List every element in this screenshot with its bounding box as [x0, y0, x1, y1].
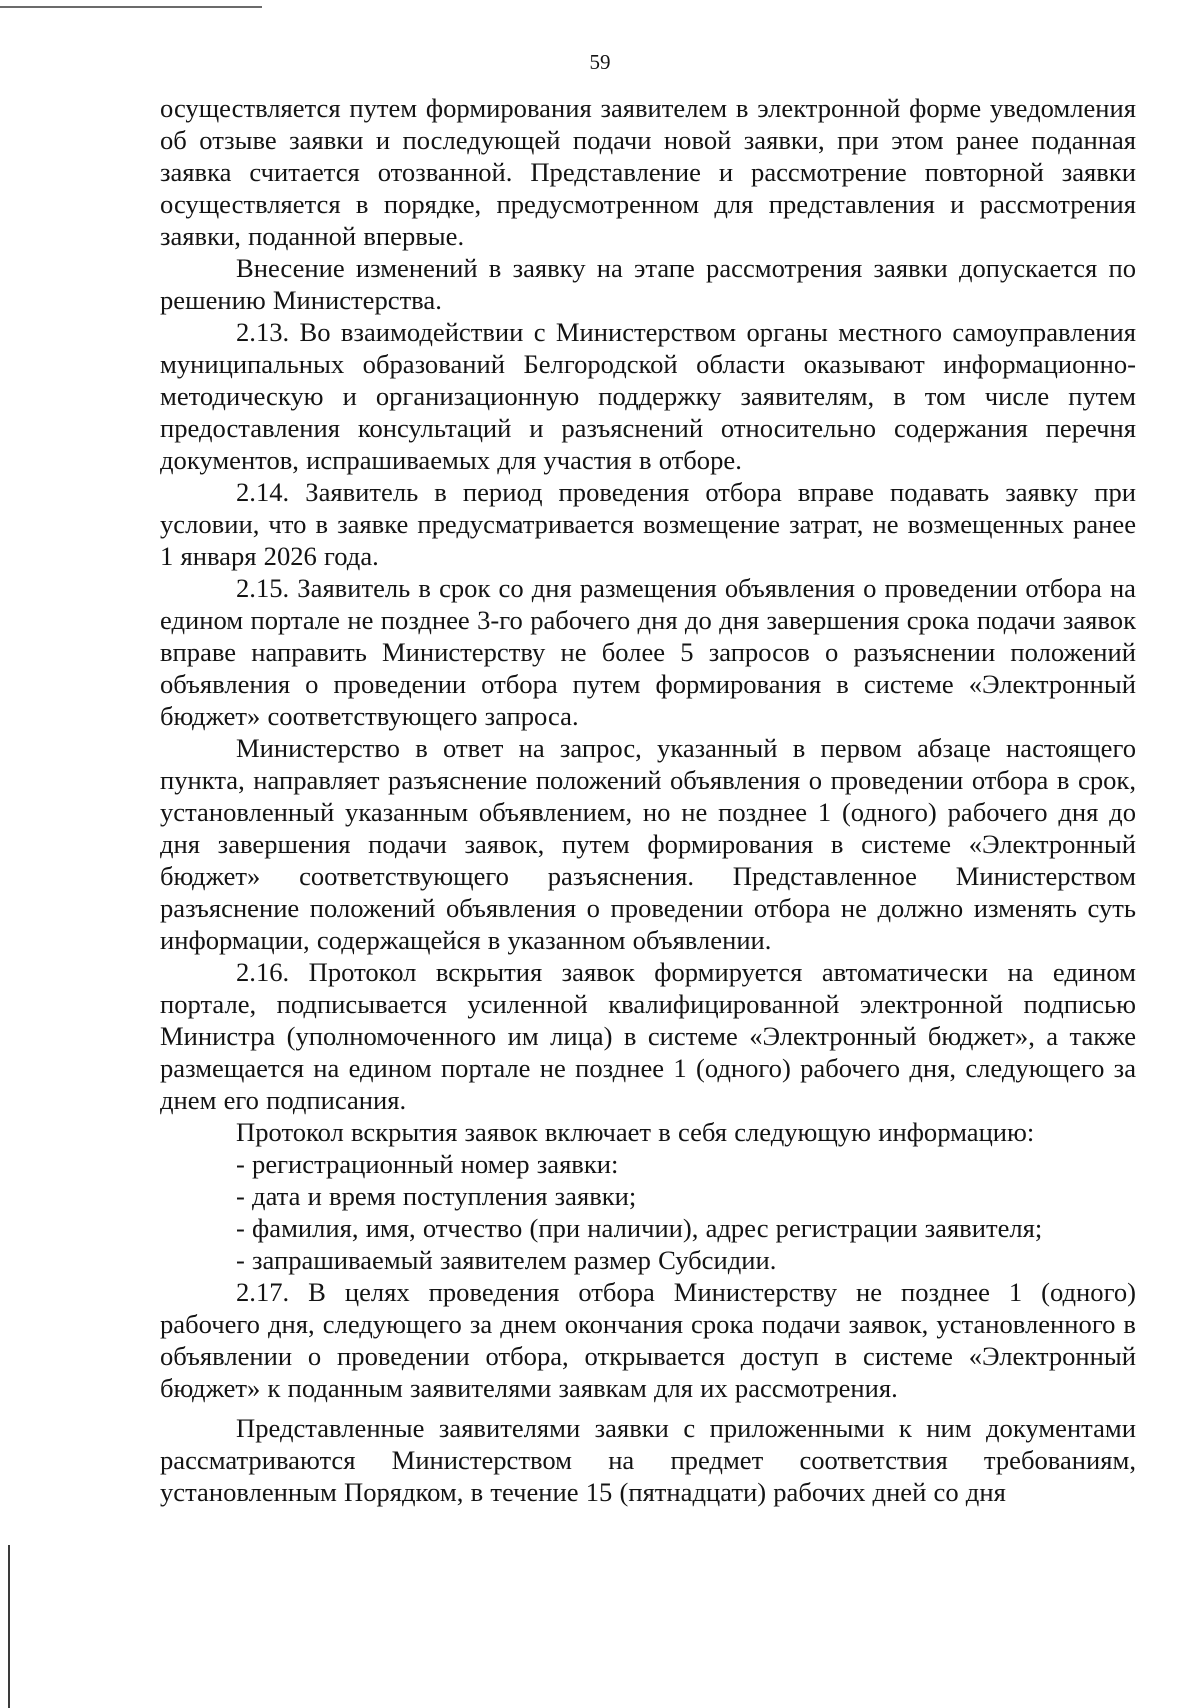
paragraph: Представленные заявителями заявки с приложенными к ним документами рассматриваются Министерством на предмет соответствия требованиям, установленным Порядком, в течение 15 (пятнадцати) рабочих дней со дня: [160, 1413, 1136, 1507]
paragraph: Внесение изменений в заявку на этапе рассмотрения заявки допускается по решению Министерства.: [160, 253, 1136, 315]
paragraph-2-16: 2.16. Протокол вскрытия заявок формируется автоматически на едином портале, подписывается усиленной квалифицированной электронной подписью Министра (уполномоченного им лица) в системе «Электронный бюджет», а также размещается на едином портале не позднее 1 (одного) рабочего дня, следующего за днем его подписания.: [160, 957, 1136, 1115]
paragraph-continuation: осуществляется путем формирования заявителем в электронной форме уведомления об отзыве заявки и последующей подачи новой заявки, при этом ранее поданная заявка считается отозванной. Представление и рассмотрение повторной заявки осуществляется в порядке, предусмотренном для представления и рассмотрения заявки, поданной впервые.: [160, 93, 1136, 251]
paragraph-list-intro: Протокол вскрытия заявок включает в себя следующую информацию:: [236, 1117, 1035, 1147]
document-body: [160, 92, 1136, 1508]
list-item: - запрашиваемый заявителем размер Субсидии.: [236, 1245, 777, 1275]
scan-edge-line: [0, 6, 262, 8]
paragraph: Министерство в ответ на запрос, указанный в первом абзаце настоящего пункта, направляет разъяснение положений объявления о проведении отбора в срок, установленный указанным объявлением, но не позднее 1 (одного) рабочего дня до дня завершения подачи заявок, путем формирования в системе «Электронный бюджет» соответствующего разъяснения. Представленное Министерством разъяснение положений объявления о проведении отбора не должно изменять суть информации, содержащейся в указанном объявлении.: [160, 733, 1136, 955]
paragraph-2-17: 2.17. В целях проведения отбора Министерству не позднее 1 (одного) рабочего дня, следующего за днем окончания срока подачи заявок, установленного в объявлении о проведении отбора, открывается доступ в системе «Электронный бюджет» к поданным заявителями заявкам для их рассмотрения.: [160, 1277, 1136, 1403]
scan-margin-line: [8, 1545, 10, 1708]
list-item: - дата и время поступления заявки;: [236, 1181, 637, 1211]
paragraph-2-14: 2.14. Заявитель в период проведения отбора вправе подавать заявку при условии, что в заявке предусматривается возмещение затрат, не возмещенных ранее 1 января 2026 года.: [160, 477, 1136, 571]
paragraph-2-15: 2.15. Заявитель в срок со дня размещения объявления о проведении отбора на едином портале не позднее 3-го рабочего дня до дня завершения срока подачи заявок вправе направить Министерству не более 5 запросов о разъяснении положений объявления о проведении отбора путем формирования в системе «Электронный бюджет» соответствующего запроса.: [160, 573, 1136, 731]
list-item: - фамилия, имя, отчество (при наличии), адрес регистрации заявителя;: [236, 1213, 1043, 1243]
page-number: 59: [589, 50, 611, 74]
list-item: - регистрационный номер заявки:: [236, 1149, 619, 1179]
paragraph-2-13: 2.13. Во взаимодействии с Министерством органы местного самоуправления муниципальных образований Белгородской области оказывают информационно-методическую и организационную поддержку заявителям, в том числе путем предоставления консультаций и разъяснений относительно содержания перечня документов, испрашиваемых для участия в отборе.: [160, 317, 1136, 475]
